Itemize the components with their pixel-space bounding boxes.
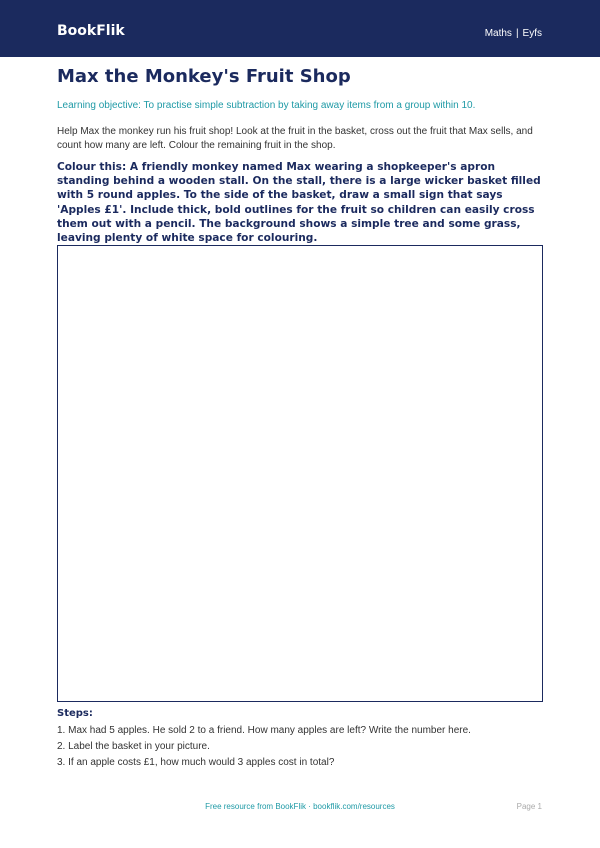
subject-meta	[485, 28, 542, 39]
drawing-area[interactable]	[57, 245, 543, 702]
colour-prompt: Colour this: A friendly monkey named Max wearing a shopkeeper's apron standing behind a wooden stall. On the stall, there is a large wicker basket filled with 5 round apples. To the side of the basket, draw a small sign that says 'Apples £1'. Include thick, bold outlines for the fruit so children can easily cross them out with a pencil. The background shows a simple tree and some grass, leaving plenty of white space for colouring.	[57, 161, 541, 245]
step-item: 1. Max had 5 apples. He sold 2 to a friend. How many apples are left? Write the number here.	[57, 725, 471, 736]
subject-label: Maths	[484, 28, 512, 39]
step-item: 2. Label the basket in your picture.	[57, 741, 210, 752]
learning-objective: Learning objective: To practise simple subtraction by taking away items from a group within 10.	[57, 100, 476, 111]
page-number: Page 1	[516, 802, 542, 811]
intro-text: Help Max the monkey run his fruit shop! Look at the fruit in the basket, cross out the fruit that Max sells, and count how many are left. Colour the remaining fruit in the shop.	[57, 126, 533, 151]
steps-heading: Steps:	[57, 708, 93, 719]
brand-logo[interactable]: BookFlik	[57, 23, 125, 39]
footer-link[interactable]: Free resource from BookFlik · bookflik.com/resources	[205, 802, 395, 811]
header-bar	[0, 0, 600, 57]
meta-separator: |	[515, 28, 519, 39]
level-label: Eyfs	[522, 28, 542, 39]
steps-list	[57, 724, 547, 772]
step-item: 3. If an apple costs £1, how much would 3 apples cost in total?	[57, 757, 335, 768]
page-title: Max the Monkey's Fruit Shop	[57, 66, 351, 87]
